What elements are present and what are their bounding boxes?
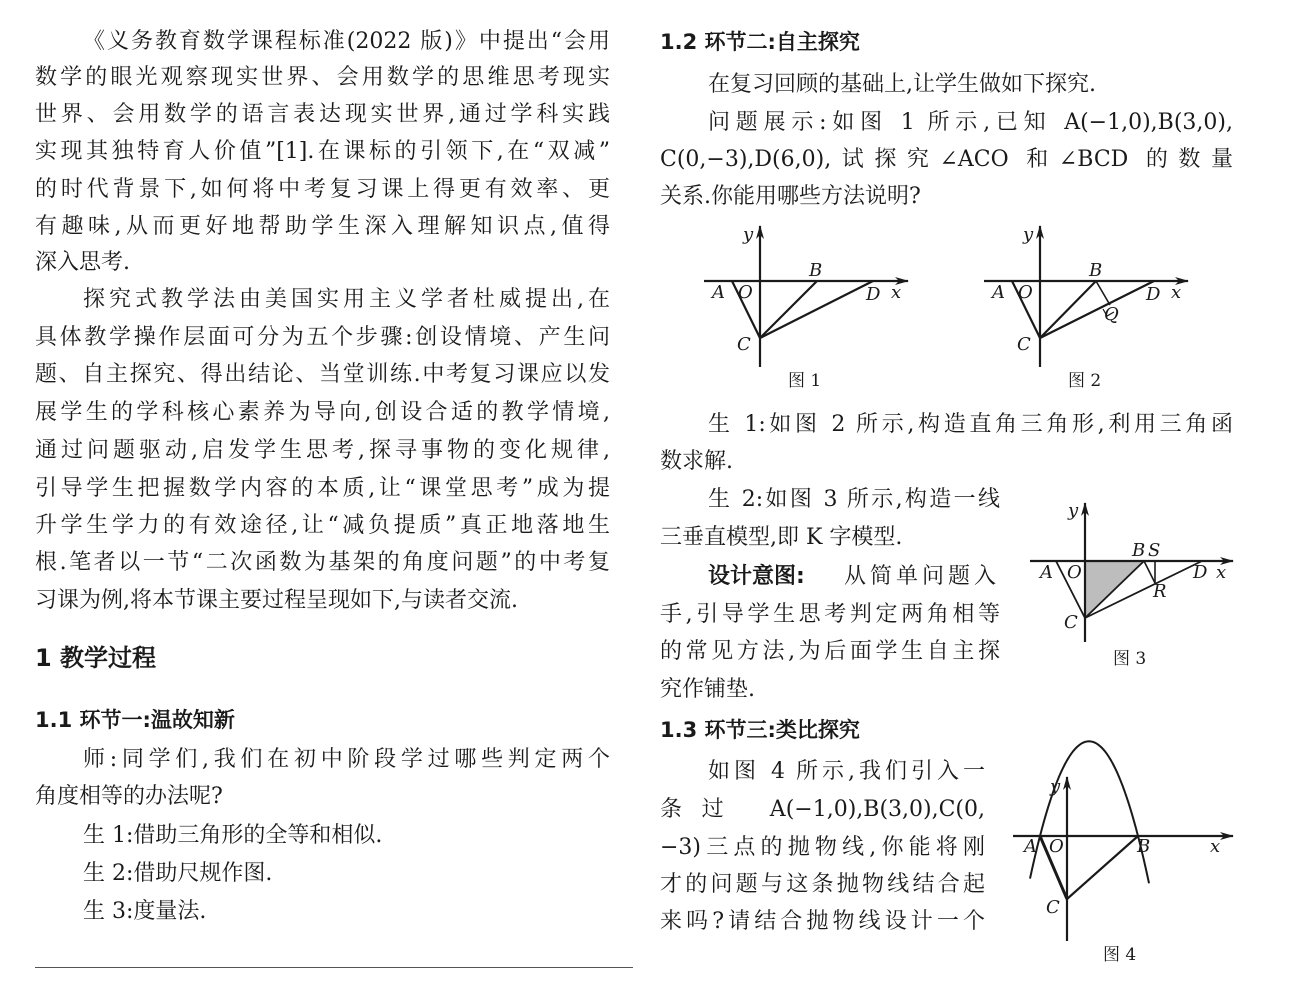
label-C: C bbox=[1046, 897, 1060, 918]
text-line: 《义务教育数学课程标准(2022 版)》中提出“会用 bbox=[83, 29, 610, 54]
label-x: x bbox=[1210, 836, 1221, 857]
label-B: B bbox=[809, 260, 823, 281]
text-line: 生 3:度量法. bbox=[83, 899, 207, 924]
text-line: 升学生学力的有效途径,让“减负提质”真正地落地生 bbox=[35, 513, 610, 538]
segment-BC bbox=[1067, 836, 1138, 899]
text-line: 的常见方法,为后面学生自主探 bbox=[660, 639, 1000, 664]
label-D: D bbox=[1193, 562, 1208, 583]
subsection-heading: 1.2 环节二:自主探究 bbox=[660, 30, 860, 54]
text-line: 通过问题驱动,启发学生思考,探寻事物的变化规律, bbox=[35, 438, 610, 463]
text-line: 习课为例,将本节课主要过程呈现如下,与读者交流. bbox=[35, 588, 518, 613]
text-line: −3)三点的抛物线,你能将刚 bbox=[660, 835, 985, 860]
text-line: 有趣味,从而更好地帮助学生深入理解知识点,值得 bbox=[35, 214, 610, 239]
subsection-heading: 1.1 环节一:温故知新 bbox=[35, 708, 235, 732]
label-R: R bbox=[1153, 581, 1167, 602]
subsection-heading: 1.3 环节三:类比探究 bbox=[660, 718, 860, 742]
text-line: 从简单问题入 bbox=[843, 564, 1000, 589]
section-heading: 1 教学过程 bbox=[35, 644, 157, 672]
text-line: 深入思考. bbox=[35, 250, 130, 275]
text-line: 展学生的学科核心素养为导向,创设合适的教学情境, bbox=[35, 400, 610, 425]
text-line: 生 2:借助尺规作图. bbox=[83, 861, 273, 886]
label-S: S bbox=[1148, 540, 1161, 561]
text-line: C(0,−3),D(6,0),试探究∠ACO 和∠BCD 的数量 bbox=[660, 147, 1233, 172]
figure-4-caption: 图 4 bbox=[1103, 945, 1137, 965]
label-O: O bbox=[1067, 562, 1082, 583]
label-A: A bbox=[1040, 562, 1053, 583]
label-A: A bbox=[1024, 836, 1037, 857]
text-line: 究作铺垫. bbox=[660, 677, 755, 702]
label-x: x bbox=[891, 282, 902, 303]
label-C: C bbox=[1017, 334, 1031, 355]
text-line: 世界、会用数学的语言表达现实世界,通过学科实践 bbox=[35, 102, 610, 127]
text-line: 条过 A(−1,0),B(3,0),C(0, bbox=[660, 797, 985, 822]
text-line: 才的问题与这条抛物线结合起 bbox=[660, 872, 985, 897]
design-intent-label: 设计意图: bbox=[708, 564, 805, 589]
label-B: B bbox=[1089, 260, 1103, 281]
label-A: A bbox=[992, 282, 1005, 303]
text-line: 具体教学操作层面可分为五个步骤:创设情境、产生问 bbox=[35, 325, 610, 350]
text-line: 关系.你能用哪些方法说明? bbox=[660, 184, 921, 209]
label-D: D bbox=[866, 284, 881, 305]
text-line: 三垂直模型,即 K 字模型. bbox=[660, 525, 903, 550]
label-B: B bbox=[1132, 540, 1146, 561]
label-C: C bbox=[737, 334, 751, 355]
segment-CD bbox=[1040, 281, 1154, 338]
label-x: x bbox=[1171, 282, 1182, 303]
text-line: 师:同学们,我们在初中阶段学过哪些判定两个 bbox=[83, 747, 610, 772]
text-line: 手,引导学生思考判定两角相等 bbox=[660, 602, 1000, 627]
text-line: 生 1:借助三角形的全等和相似. bbox=[83, 823, 383, 848]
text-line: 来吗?请结合抛物线设计一个 bbox=[660, 909, 985, 934]
label-D: D bbox=[1146, 284, 1161, 305]
text-line: 引导学生把握数学内容的本质,让“课堂思考”成为提 bbox=[35, 476, 610, 501]
label-A: A bbox=[712, 282, 725, 303]
segment-CD bbox=[760, 281, 873, 338]
text-line: 如图 4 所示,我们引入一 bbox=[708, 759, 985, 784]
text-line: 问题展示:如图 1 所示,已知 A(−1,0),B(3,0), bbox=[708, 110, 1233, 135]
text-line: 探究式教学法由美国实用主义学者杜威提出,在 bbox=[83, 287, 610, 312]
text-line: 实现其独特育人价值”[1].在课标的引领下,在“双减” bbox=[35, 139, 610, 164]
text-line: 题、自主探究、得出结论、当堂训练.中考复习课应以发 bbox=[35, 362, 610, 387]
label-C: C bbox=[1064, 612, 1078, 633]
label-O: O bbox=[1018, 282, 1033, 303]
segment-BR bbox=[1144, 561, 1155, 583]
figure-1-caption: 图 1 bbox=[788, 371, 822, 391]
figure-3-caption: 图 3 bbox=[1113, 649, 1147, 669]
label-O: O bbox=[1049, 836, 1064, 857]
text-line: 角度相等的办法呢? bbox=[35, 784, 223, 809]
text-line: 数求解. bbox=[660, 449, 733, 474]
label-Q: Q bbox=[1104, 304, 1119, 325]
label-y: y bbox=[1068, 500, 1079, 521]
label-y: y bbox=[1023, 224, 1034, 245]
text-line: 生 2:如图 3 所示,构造一线 bbox=[708, 487, 1000, 512]
label-x: x bbox=[1216, 562, 1227, 583]
segment-BQ bbox=[1096, 281, 1110, 305]
text-line: 在复习回顾的基础上,让学生做如下探究. bbox=[708, 72, 1096, 97]
text-line: 数学的眼光观察现实世界、会用数学的思维思考现实 bbox=[35, 65, 610, 90]
text-line: 根.笔者以一节“二次函数为基架的角度问题”的中考复 bbox=[35, 550, 610, 575]
label-y: y bbox=[1050, 776, 1061, 797]
text-line: 生 1:如图 2 所示,构造直角三角形,利用三角函 bbox=[708, 412, 1233, 437]
label-O: O bbox=[738, 282, 753, 303]
figure-2-caption: 图 2 bbox=[1068, 371, 1102, 391]
label-y: y bbox=[743, 224, 754, 245]
parabola bbox=[1030, 741, 1149, 883]
text-line: 的时代背景下,如何将中考复习课上得更有效率、更 bbox=[35, 177, 610, 202]
label-B: B bbox=[1137, 836, 1151, 857]
